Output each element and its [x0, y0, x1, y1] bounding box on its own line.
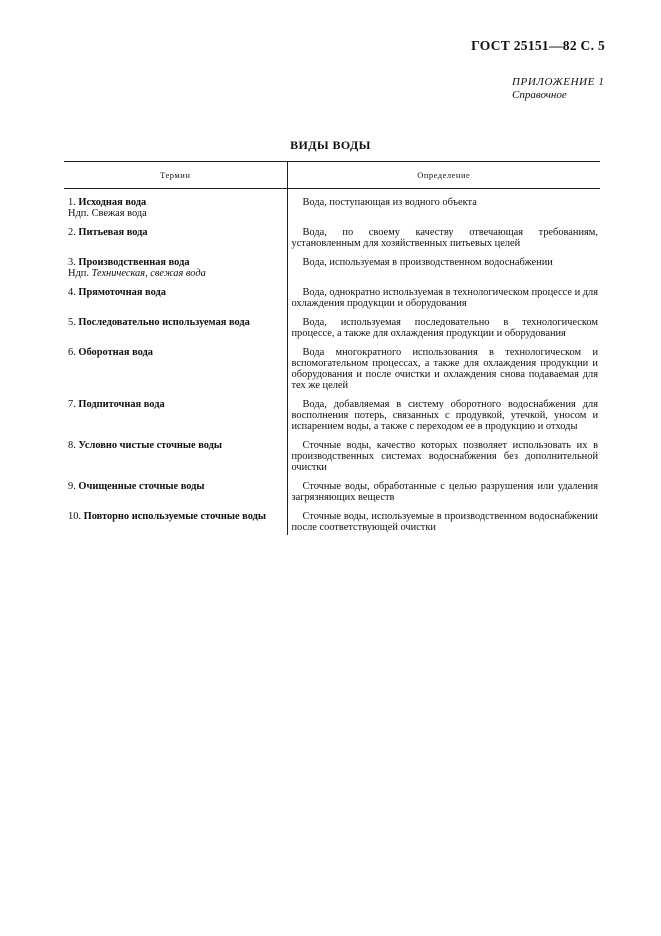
- term-name: Питьевая вода: [78, 227, 148, 238]
- term-number: 2.: [68, 227, 76, 238]
- definition-text: Вода, поступающая из водного объекта: [302, 197, 477, 208]
- term-name: Условно чистые сточные воды: [78, 440, 223, 451]
- term-name: Исходная вода: [78, 197, 147, 208]
- definition-cell: [287, 309, 600, 339]
- term-name: Производственная вода: [78, 257, 190, 268]
- term-name: Очищенные сточные воды: [78, 481, 205, 492]
- table-row: [64, 473, 600, 503]
- table-row: [64, 503, 600, 535]
- term-name: Повторно используемые сточные воды: [83, 511, 266, 522]
- definition-text: Вода, по своему качеству отвечающая требованиям, установленным для хозяйственных питьевых целей: [291, 227, 598, 249]
- term-number: 5.: [68, 317, 76, 328]
- page-header-code: ГОСТ 25151—82 С. 5: [471, 38, 605, 53]
- terms-table-container: [64, 161, 600, 535]
- definition-text: Вода, однократно используемая в технологическом процессе и для охлаждения продукции и оборудования: [291, 287, 598, 309]
- term-number: 6.: [68, 347, 76, 358]
- term-name: Подпиточная вода: [78, 399, 165, 410]
- appendix-label: [512, 76, 604, 102]
- definition-text: Сточные воды, качество которых позволяет использовать их в производственных системах водоснабжения без дополнительной очистки: [291, 440, 598, 473]
- definition-cell: [287, 279, 600, 309]
- term-cell: [64, 432, 287, 473]
- term-cell: [64, 189, 287, 220]
- synonym-prefix: Ндп.: [68, 208, 89, 219]
- term-cell: [64, 503, 287, 535]
- term-cell: [64, 391, 287, 432]
- appendix-title: ПРИЛОЖЕНИЕ 1: [512, 76, 605, 88]
- table-row: [64, 249, 600, 279]
- term-number: 3.: [68, 257, 76, 268]
- table-row: [64, 309, 600, 339]
- term-cell: [64, 249, 287, 279]
- term-cell: [64, 473, 287, 503]
- table-row: [64, 432, 600, 473]
- term-cell: [64, 339, 287, 391]
- definition-cell: [287, 249, 600, 279]
- definition-cell: [287, 503, 600, 535]
- table-row: [64, 189, 600, 220]
- column-header-definition: Определение: [287, 162, 600, 189]
- definition-text: Вода многократного использования в технологическом и вспомогательном процессах, а также для охлаждения продукции и оборудования и после очистки и охлаждения снова подаваемая для тех же целей: [291, 347, 598, 391]
- table-header-row: [64, 162, 600, 189]
- term-number: 4.: [68, 287, 76, 298]
- term-number: 10.: [68, 511, 81, 522]
- definition-cell: [287, 473, 600, 503]
- definition-cell: [287, 219, 600, 249]
- definition-text: Вода, используемая в производственном водоснабжении: [302, 257, 553, 268]
- definition-text: Вода, используемая последовательно в технологическом процессе, а также для охлаждения продукции и оборудования: [291, 317, 598, 339]
- definition-cell: [287, 432, 600, 473]
- definition-cell: [287, 189, 600, 220]
- term-number: 7.: [68, 399, 76, 410]
- definition-text: Сточные воды, обработанные с целью разрушения или удаления загрязняющих веществ: [291, 481, 598, 503]
- term-name: Последовательно используемая вода: [78, 317, 250, 328]
- term-number: 8.: [68, 440, 76, 451]
- definition-text: Вода, добавляемая в систему оборотного водоснабжения для восполнения потерь, связанных с продувкой, утечкой, уносом и испарением воды, а также с переходом ее в продукцию и отходы: [291, 399, 598, 432]
- term-cell: [64, 309, 287, 339]
- terms-table: [64, 161, 600, 535]
- term-cell: [64, 279, 287, 309]
- definition-text: Сточные воды, используемые в производственном водоснабжении после соответствующей очистки: [291, 511, 598, 533]
- term-synonym: Свежая вода: [91, 208, 147, 219]
- document-title: ВИДЫ ВОДЫ: [290, 138, 371, 152]
- definition-cell: [287, 339, 600, 391]
- appendix-subtitle: Справочное: [512, 89, 567, 101]
- table-row: [64, 391, 600, 432]
- definition-cell: [287, 391, 600, 432]
- term-name: Оборотная вода: [78, 347, 153, 358]
- table-row: [64, 219, 600, 249]
- synonym-prefix: Ндп.: [68, 268, 89, 279]
- table-row: [64, 279, 600, 309]
- term-number: 9.: [68, 481, 76, 492]
- table-row: [64, 339, 600, 391]
- column-header-term: Термин: [64, 162, 287, 189]
- term-number: 1.: [68, 197, 76, 208]
- term-cell: [64, 219, 287, 249]
- term-name: Прямоточная вода: [78, 287, 166, 298]
- term-synonym: Техническая, свежая вода: [91, 268, 206, 279]
